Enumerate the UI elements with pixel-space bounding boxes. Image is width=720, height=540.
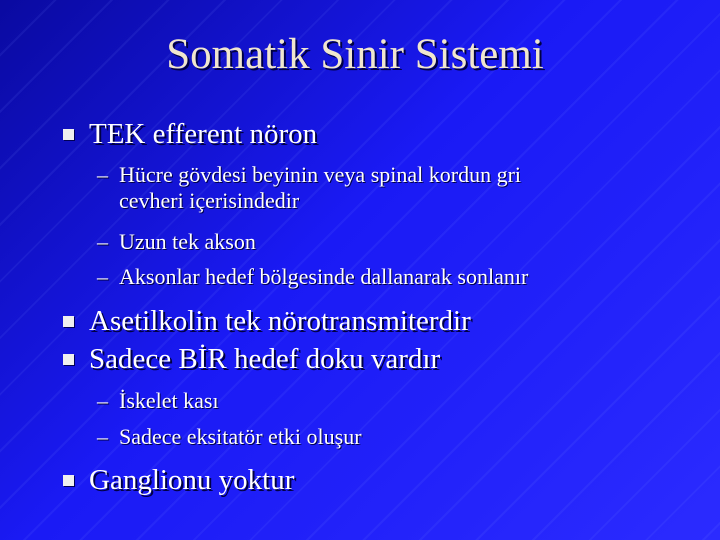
bullet-text: Sadece BİR hedef doku vardır	[89, 343, 441, 375]
dash-marker: –	[97, 229, 108, 254]
dash-marker: –	[97, 264, 108, 289]
sub-bullet-text: Uzun tek akson	[119, 229, 256, 254]
bullet-square-icon	[63, 475, 74, 486]
bullet-text: Ganglionu yoktur	[89, 464, 295, 496]
bullet-square-icon	[63, 129, 74, 140]
bullet-text: TEK efferent nöron	[89, 118, 318, 150]
dash-marker: –	[97, 162, 108, 187]
bullet-text: Asetilkolin tek nörotransmiterdir	[89, 305, 471, 337]
dash-marker: –	[97, 388, 108, 413]
sub-bullet-text: Sadece eksitatör etki oluşur	[119, 424, 362, 449]
sub-bullet-text-continued: cevheri içerisindedir	[119, 188, 300, 213]
slide-title: Somatik Sinir Sistemi	[166, 31, 544, 78]
sub-bullet-text: Aksonlar hedef bölgesinde dallanarak sonlanır	[119, 264, 529, 289]
dash-marker: –	[97, 424, 108, 449]
sub-bullet-text: Hücre gövdesi beyinin veya spinal kordun gri	[119, 162, 522, 187]
bullet-square-icon	[63, 316, 74, 327]
sub-bullet-text: İskelet kası	[119, 388, 219, 413]
bullet-square-icon	[63, 354, 74, 365]
